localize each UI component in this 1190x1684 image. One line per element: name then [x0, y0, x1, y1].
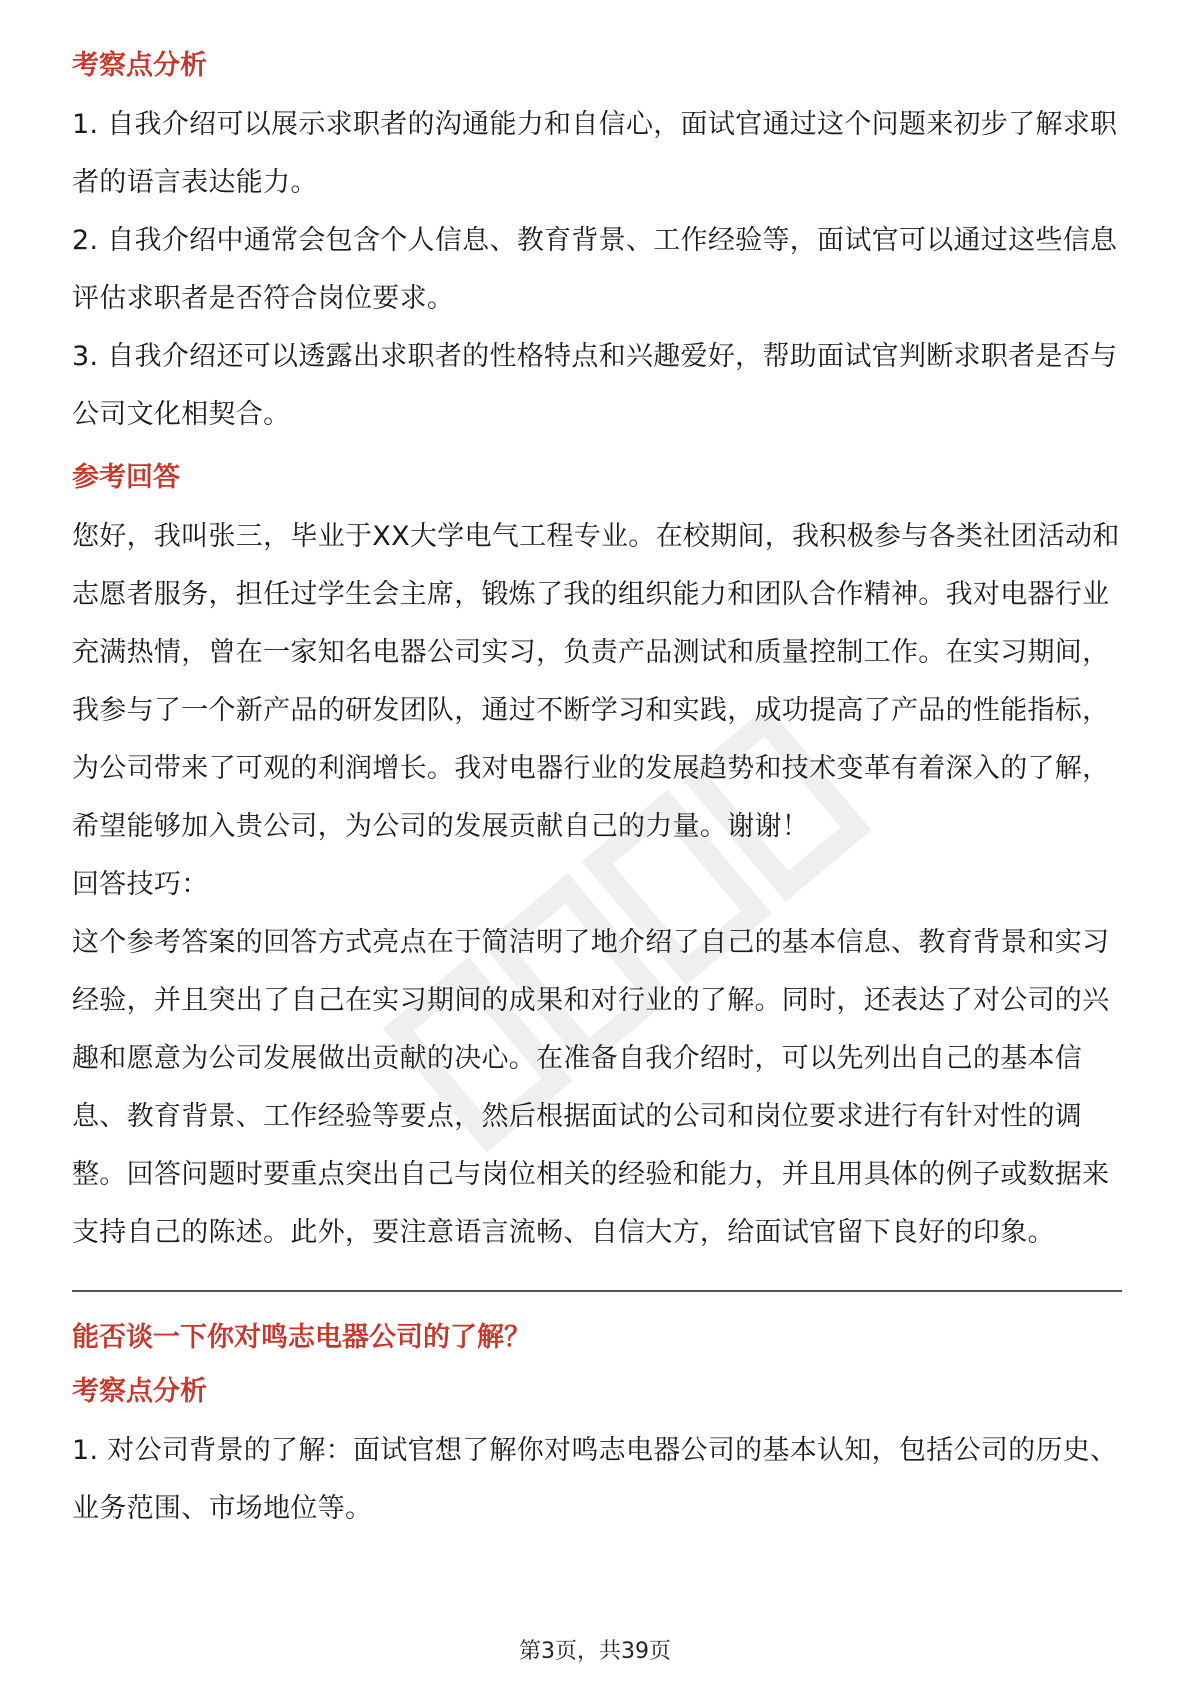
analysis-item-2: 2. 自我介绍中通常会包含个人信息、教育背景、工作经验等，面试官可以通过这些信息评估求职者是否符合岗位要求。: [72, 225, 1118, 314]
analysis-item-1: 1. 自我介绍可以展示求职者的沟通能力和自信心，面试官通过这个问题来初步了解求职者的语言表达能力。: [72, 109, 1118, 198]
section-heading-analysis-2: 考察点分析: [72, 1376, 207, 1407]
analysis-item-3: 3. 自我介绍还可以透露出求职者的性格特点和兴趣爱好，帮助面试官判断求职者是否与公司文化相契合。: [72, 341, 1118, 430]
reference-answer: 您好，我叫张三，毕业于XX大学电气工程专业。在校期间，我积极参与各类社团活动和志愿者服务，担任过学生会主席，锻炼了我的组织能力和团队合作精神。我对电器行业充满热情，曾在一家知名电器公司实习，负责产品测试和质量控制工作。在实习期间，我参与了一个新产品的研发团队，通过不断学习和实践，成功提高了产品的性能指标，为公司带来了可观的利润增长。我对电器行业的发展趋势和技术变革有着深入的了解，希望能够加入贵公司，为公司的发展贡献自己的力量。谢谢！: [72, 521, 1120, 842]
tips-label: 回答技巧：: [72, 869, 209, 900]
tips-text: 这个参考答案的回答方式亮点在于简洁明了地介绍了自己的基本信息、教育背景和实习经验，并且突出了自己在实习期间的成果和对行业的了解。同时，还表达了对公司的兴趣和愿意为公司发展做出贡献的决心。在准备自我介绍时，可以先列出自己的基本信息、教育背景、工作经验等要点，然后根据面试的公司和岗位要求进行有针对性的调整。回答问题时要重点突出自己与岗位相关的经验和能力，并且用具体的例子或数据来支持自己的陈述。此外，要注意语言流畅、自信大方，给面试官留下良好的印象。: [72, 927, 1110, 1248]
section-heading-analysis: 考察点分析: [72, 50, 207, 81]
section-heading-answer: 参考回答: [72, 462, 180, 493]
section-divider: [72, 1290, 1122, 1292]
page-content: [72, 46, 1122, 1538]
analysis-item-next-1: 1. 对公司背景的了解：面试官想了解你对鸣志电器公司的基本认知，包括公司的历史、业务范围、市场地位等。: [72, 1435, 1118, 1524]
question-title: 能否谈一下你对鸣志电器公司的了解？: [72, 1322, 531, 1353]
page-number: 第3页，共39页: [519, 1639, 671, 1664]
